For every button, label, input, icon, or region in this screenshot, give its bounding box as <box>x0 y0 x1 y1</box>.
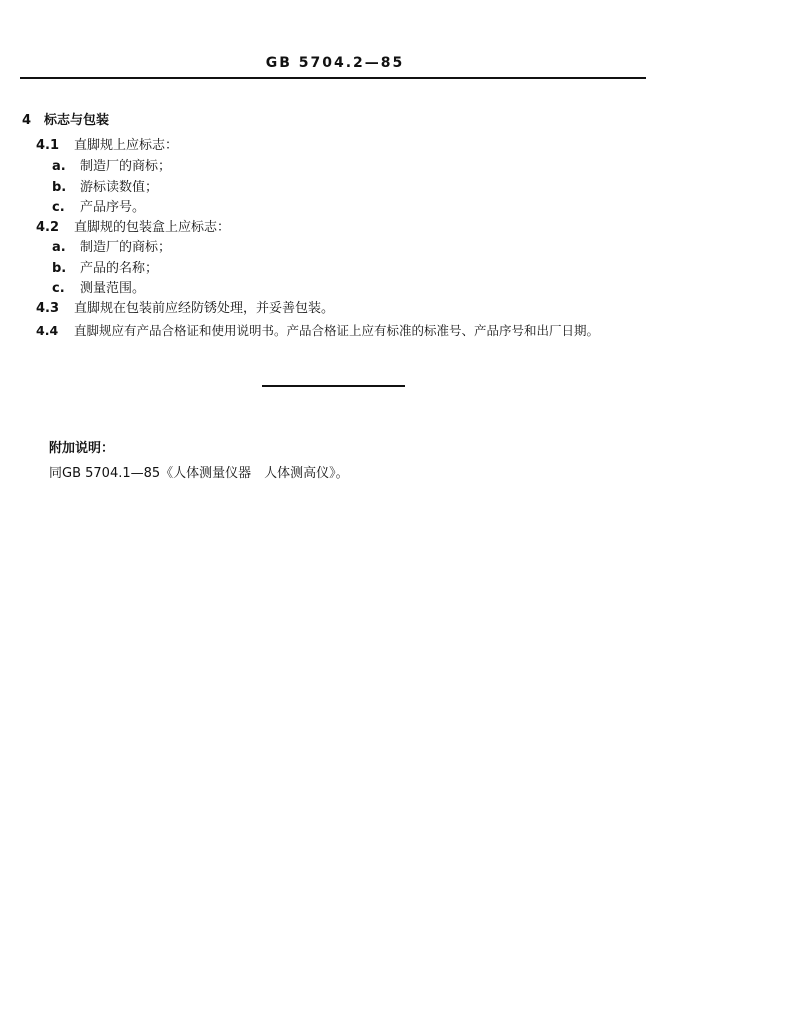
section-title <box>22 109 109 128</box>
list-item <box>52 240 171 256</box>
clause-4-4 <box>36 323 599 339</box>
clause-text: 直脚规在包装前应经防锈处理，并妥善包装。 <box>74 301 335 316</box>
item-text: 产品的名称； <box>80 261 159 276</box>
header-standard-code: GB 5704.2—85 <box>265 55 405 71</box>
header-rule <box>20 77 646 79</box>
list-item <box>52 200 145 216</box>
clause-number: 4.2 <box>36 220 60 235</box>
clause-4-1 <box>36 138 178 154</box>
clause-number: 4.3 <box>36 301 60 316</box>
clause-text: 直脚规的包装盒上应标志： <box>74 220 231 235</box>
item-letter: c. <box>52 200 65 215</box>
note-text: 同GB 5704.1—85《人体测量仪器 人体测高仪》。 <box>49 466 349 481</box>
clause-number: 4.1 <box>36 138 60 153</box>
clause-4-3 <box>36 301 334 317</box>
clause-number: 4.4 <box>36 323 59 338</box>
item-letter: b. <box>52 180 67 195</box>
clause-4-2 <box>36 220 230 236</box>
item-letter: a. <box>52 240 66 255</box>
list-item <box>52 159 171 175</box>
item-text: 制造厂的商标； <box>80 240 172 255</box>
item-text: 游标读数值； <box>80 180 159 195</box>
item-text: 制造厂的商标； <box>80 159 172 174</box>
clause-text: 直脚规上应标志： <box>74 138 179 153</box>
item-letter: c. <box>52 281 65 296</box>
list-item <box>52 180 158 196</box>
item-text: 产品序号。 <box>80 200 146 215</box>
item-text: 测量范围。 <box>80 281 146 296</box>
section-title-text: 标志与包装 <box>44 113 110 128</box>
item-letter: a. <box>52 159 66 174</box>
list-item <box>52 261 158 277</box>
note-title: 附加说明： <box>49 441 115 456</box>
list-item <box>52 281 145 297</box>
item-letter: b. <box>52 261 67 276</box>
section-number: 4 <box>22 113 32 128</box>
clause-text: 直脚规应有产品合格证和使用说明书。产品合格证上应有标准的标准号、产品序号和出厂日期。 <box>74 323 600 338</box>
end-rule <box>262 385 405 387</box>
